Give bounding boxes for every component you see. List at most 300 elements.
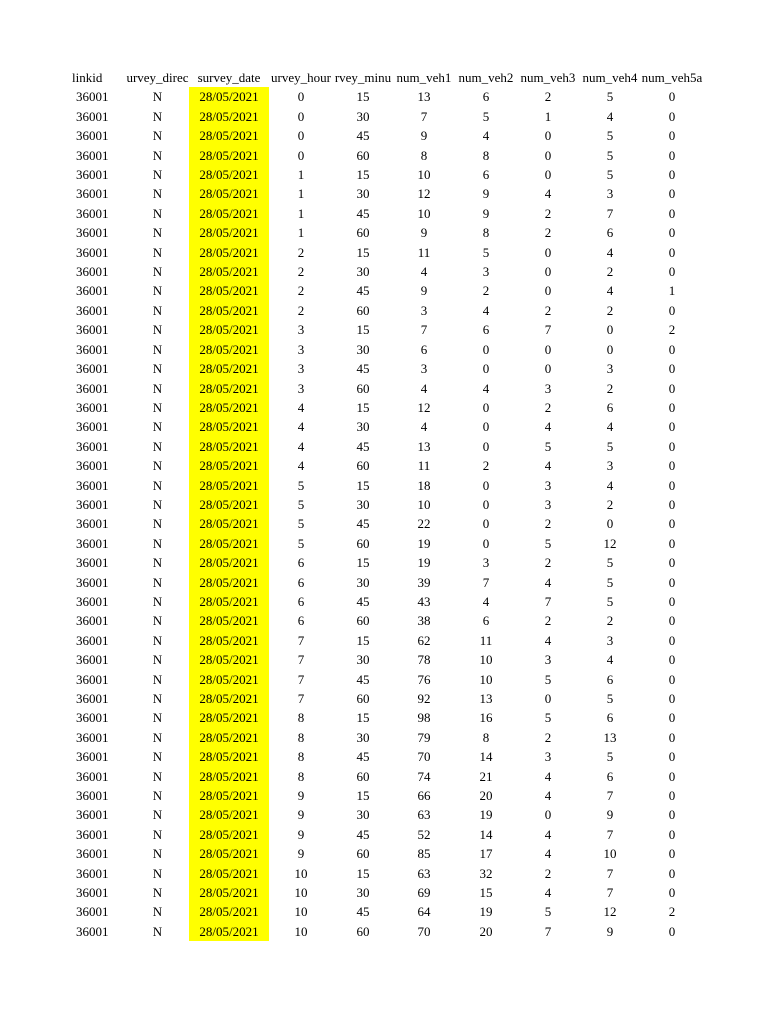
cell-survey-direction[interactable]: N (152, 225, 163, 241)
cell-num-veh2[interactable]: 10 (479, 652, 493, 668)
cell-num-veh2[interactable]: 5 (482, 244, 490, 260)
cell-survey-minute[interactable]: 45 (356, 749, 370, 765)
cell-num-veh3[interactable]: 2 (544, 613, 552, 629)
cell-num-veh1[interactable]: 43 (417, 593, 431, 609)
cell-survey-direction[interactable]: N (152, 691, 163, 706)
cell-survey-hour[interactable]: 10 (294, 923, 308, 939)
cell-num-veh2[interactable]: 0 (482, 496, 490, 512)
cell-linkid[interactable]: 36001 (76, 768, 109, 784)
cell-num-veh1[interactable]: 13 (417, 89, 431, 105)
cell-num-veh5a[interactable]: 0 (668, 846, 676, 862)
cell-num-veh1[interactable]: 98 (417, 710, 431, 726)
cell-survey-hour[interactable]: 9 (297, 788, 305, 804)
cell-linkid[interactable]: 36001 (76, 788, 109, 804)
cell-num-veh1[interactable]: 6 (420, 341, 428, 357)
cell-num-veh1[interactable]: 9 (420, 283, 428, 299)
cell-num-veh2[interactable]: 32 (479, 865, 493, 881)
cell-num-veh4[interactable]: 12 (603, 535, 617, 551)
cell-survey-date[interactable]: 28/05/2021 (189, 864, 269, 883)
cell-num-veh3[interactable]: 4 (544, 826, 552, 842)
cell-survey-date[interactable]: 28/05/2021 (189, 670, 269, 689)
cell-num-veh2[interactable]: 0 (482, 341, 490, 357)
cell-num-veh5a[interactable]: 0 (668, 108, 676, 124)
cell-linkid[interactable]: 36001 (76, 477, 109, 493)
cell-num-veh5a[interactable]: 0 (668, 923, 676, 939)
cell-num-veh4[interactable]: 5 (606, 438, 614, 454)
cell-survey-minute[interactable]: 15 (356, 632, 370, 648)
cell-num-veh4[interactable]: 6 (606, 710, 614, 726)
cell-num-veh3[interactable]: 3 (544, 380, 552, 396)
cell-linkid[interactable]: 36001 (76, 671, 109, 687)
cell-survey-date[interactable]: 28/05/2021 (189, 223, 269, 242)
cell-num-veh2[interactable]: 2 (482, 458, 490, 474)
cell-survey-direction[interactable]: N (152, 535, 163, 551)
cell-num-veh1[interactable]: 70 (417, 749, 431, 765)
cell-num-veh2[interactable]: 0 (482, 516, 490, 532)
cell-survey-date[interactable]: 28/05/2021 (189, 553, 269, 572)
cell-num-veh1[interactable]: 62 (417, 632, 431, 648)
cell-linkid[interactable]: 36001 (76, 419, 109, 435)
cell-num-veh2[interactable]: 15 (479, 885, 493, 901)
cell-num-veh1[interactable]: 76 (417, 671, 431, 687)
cell-num-veh2[interactable]: 2 (482, 283, 490, 299)
cell-num-veh2[interactable]: 8 (482, 729, 490, 745)
cell-survey-direction[interactable]: N (152, 885, 163, 901)
cell-num-veh4[interactable]: 0 (606, 322, 614, 338)
cell-linkid[interactable]: 36001 (76, 613, 109, 629)
cell-survey-minute[interactable]: 45 (356, 128, 370, 144)
cell-survey-minute[interactable]: 30 (356, 186, 370, 202)
cell-survey-direction[interactable]: N (152, 458, 163, 474)
cell-survey-date[interactable]: 28/05/2021 (189, 398, 269, 417)
cell-num-veh5a[interactable]: 0 (668, 147, 676, 163)
cell-survey-hour[interactable]: 4 (297, 458, 305, 474)
cell-num-veh1[interactable]: 7 (420, 108, 428, 124)
cell-num-veh4[interactable]: 6 (606, 671, 614, 687)
cell-survey-hour[interactable]: 10 (294, 885, 308, 901)
cell-survey-date[interactable]: 28/05/2021 (189, 87, 269, 106)
cell-num-veh1[interactable]: 18 (417, 477, 431, 493)
cell-survey-hour[interactable]: 3 (297, 361, 305, 377)
cell-num-veh5a[interactable]: 0 (668, 865, 676, 881)
cell-survey-minute[interactable]: 60 (356, 923, 370, 939)
cell-survey-date[interactable]: 28/05/2021 (189, 165, 269, 184)
cell-num-veh3[interactable]: 0 (544, 264, 552, 280)
cell-survey-hour[interactable]: 3 (297, 341, 305, 357)
cell-survey-minute[interactable]: 15 (356, 399, 370, 415)
cell-survey-date[interactable]: 28/05/2021 (189, 534, 269, 553)
cell-num-veh4[interactable]: 5 (606, 128, 614, 144)
cell-survey-minute[interactable]: 60 (356, 768, 370, 784)
cell-survey-minute[interactable]: 30 (356, 807, 370, 823)
column-header-num-veh1[interactable]: num_veh1 (396, 70, 452, 85)
cell-num-veh2[interactable]: 4 (482, 302, 490, 318)
cell-num-veh3[interactable]: 2 (544, 729, 552, 745)
cell-num-veh1[interactable]: 9 (420, 128, 428, 144)
cell-num-veh3[interactable]: 0 (544, 283, 552, 299)
cell-linkid[interactable]: 36001 (76, 380, 109, 396)
cell-num-veh1[interactable]: 4 (420, 380, 428, 396)
cell-survey-date[interactable]: 28/05/2021 (189, 204, 269, 223)
cell-linkid[interactable]: 36001 (76, 244, 109, 260)
cell-linkid[interactable]: 36001 (76, 885, 109, 901)
cell-num-veh4[interactable]: 7 (606, 885, 614, 901)
cell-linkid[interactable]: 36001 (76, 128, 109, 144)
cell-survey-direction[interactable]: N (152, 516, 163, 532)
cell-survey-date[interactable]: 28/05/2021 (189, 514, 269, 533)
cell-num-veh3[interactable]: 4 (544, 574, 552, 590)
cell-linkid[interactable]: 36001 (76, 361, 109, 377)
cell-num-veh5a[interactable]: 0 (668, 361, 676, 377)
cell-survey-minute[interactable]: 45 (356, 205, 370, 221)
cell-linkid[interactable]: 36001 (76, 652, 109, 668)
column-header-linkid[interactable]: linkid (72, 70, 103, 85)
cell-num-veh4[interactable]: 7 (606, 826, 614, 842)
cell-num-veh3[interactable]: 4 (544, 768, 552, 784)
cell-survey-date[interactable]: 28/05/2021 (189, 456, 269, 475)
cell-num-veh1[interactable]: 79 (417, 729, 431, 745)
cell-survey-hour[interactable]: 5 (297, 477, 305, 493)
cell-num-veh4[interactable]: 9 (606, 807, 614, 823)
cell-linkid[interactable]: 36001 (76, 807, 109, 823)
cell-num-veh2[interactable]: 3 (482, 555, 490, 571)
cell-num-veh1[interactable]: 74 (417, 768, 431, 784)
cell-num-veh1[interactable]: 10 (417, 496, 431, 512)
cell-num-veh1[interactable]: 78 (417, 652, 431, 668)
cell-linkid[interactable]: 36001 (76, 710, 109, 726)
cell-num-veh5a[interactable]: 0 (668, 167, 676, 183)
cell-linkid[interactable]: 36001 (76, 593, 109, 609)
cell-num-veh2[interactable]: 4 (482, 380, 490, 396)
cell-num-veh5a[interactable]: 1 (668, 283, 676, 299)
cell-survey-direction[interactable]: N (152, 788, 163, 804)
cell-num-veh4[interactable]: 2 (606, 302, 614, 318)
cell-num-veh4[interactable]: 3 (606, 361, 614, 377)
cell-linkid[interactable]: 36001 (76, 89, 109, 105)
cell-linkid[interactable]: 36001 (76, 923, 109, 939)
cell-num-veh4[interactable]: 4 (606, 244, 614, 260)
cell-survey-date[interactable]: 28/05/2021 (189, 747, 269, 766)
cell-survey-direction[interactable]: N (152, 904, 163, 920)
cell-num-veh4[interactable]: 3 (606, 632, 614, 648)
cell-num-veh3[interactable]: 4 (544, 458, 552, 474)
cell-num-veh4[interactable]: 2 (606, 380, 614, 396)
cell-num-veh3[interactable]: 3 (544, 477, 552, 493)
cell-survey-minute[interactable]: 30 (356, 574, 370, 590)
cell-num-veh5a[interactable]: 0 (668, 438, 676, 454)
cell-num-veh5a[interactable]: 0 (668, 691, 676, 706)
cell-num-veh1[interactable]: 10 (417, 205, 431, 221)
cell-num-veh5a[interactable]: 0 (668, 477, 676, 493)
cell-num-veh4[interactable]: 0 (606, 516, 614, 532)
cell-survey-date[interactable]: 28/05/2021 (189, 592, 269, 611)
cell-survey-date[interactable]: 28/05/2021 (189, 417, 269, 436)
cell-num-veh2[interactable]: 19 (479, 807, 493, 823)
cell-survey-hour[interactable]: 2 (297, 264, 305, 280)
cell-survey-minute[interactable]: 30 (356, 108, 370, 124)
cell-num-veh1[interactable]: 13 (417, 438, 431, 454)
cell-num-veh5a[interactable]: 0 (668, 458, 676, 474)
cell-num-veh5a[interactable]: 0 (668, 788, 676, 804)
cell-linkid[interactable]: 36001 (76, 555, 109, 571)
cell-num-veh3[interactable]: 2 (544, 205, 552, 221)
cell-survey-direction[interactable]: N (152, 128, 163, 144)
cell-num-veh2[interactable]: 14 (479, 826, 493, 842)
cell-num-veh1[interactable]: 9 (420, 225, 428, 241)
cell-survey-hour[interactable]: 9 (297, 846, 305, 862)
cell-survey-direction[interactable]: N (152, 749, 163, 765)
cell-survey-minute[interactable]: 15 (356, 244, 370, 260)
cell-num-veh4[interactable]: 6 (606, 225, 614, 241)
cell-num-veh1[interactable]: 10 (417, 167, 431, 183)
cell-survey-date[interactable]: 28/05/2021 (189, 611, 269, 630)
cell-num-veh2[interactable]: 4 (482, 128, 490, 144)
cell-num-veh3[interactable]: 2 (544, 302, 552, 318)
cell-linkid[interactable]: 36001 (76, 108, 109, 124)
cell-survey-direction[interactable]: N (152, 574, 163, 590)
cell-survey-date[interactable]: 28/05/2021 (189, 728, 269, 747)
cell-num-veh1[interactable]: 8 (420, 147, 428, 163)
cell-num-veh2[interactable]: 8 (482, 147, 490, 163)
cell-num-veh5a[interactable]: 0 (668, 613, 676, 629)
cell-survey-minute[interactable]: 30 (356, 341, 370, 357)
cell-num-veh3[interactable]: 7 (544, 322, 552, 338)
cell-survey-date[interactable]: 28/05/2021 (189, 922, 269, 941)
cell-survey-hour[interactable]: 5 (297, 496, 305, 512)
column-header-num-veh3[interactable]: num_veh3 (520, 70, 576, 85)
cell-num-veh1[interactable]: 66 (417, 788, 431, 804)
cell-survey-date[interactable]: 28/05/2021 (189, 340, 269, 359)
cell-num-veh2[interactable]: 0 (482, 361, 490, 377)
cell-survey-minute[interactable]: 45 (356, 671, 370, 687)
cell-linkid[interactable]: 36001 (76, 535, 109, 551)
cell-survey-minute[interactable]: 45 (356, 438, 370, 454)
cell-num-veh4[interactable]: 7 (606, 865, 614, 881)
cell-num-veh4[interactable]: 4 (606, 283, 614, 299)
cell-survey-hour[interactable]: 0 (297, 108, 305, 124)
cell-num-veh5a[interactable]: 0 (668, 885, 676, 901)
cell-num-veh5a[interactable]: 0 (668, 574, 676, 590)
cell-num-veh2[interactable]: 16 (479, 710, 493, 726)
cell-survey-direction[interactable]: N (152, 671, 163, 687)
cell-num-veh2[interactable]: 8 (482, 225, 490, 241)
cell-survey-hour[interactable]: 1 (297, 225, 305, 241)
cell-num-veh4[interactable]: 4 (606, 477, 614, 493)
cell-survey-direction[interactable]: N (152, 361, 163, 377)
cell-survey-date[interactable]: 28/05/2021 (189, 437, 269, 456)
cell-num-veh5a[interactable]: 0 (668, 225, 676, 241)
cell-num-veh4[interactable]: 4 (606, 419, 614, 435)
cell-linkid[interactable]: 36001 (76, 399, 109, 415)
cell-num-veh1[interactable]: 4 (420, 419, 428, 435)
cell-num-veh2[interactable]: 14 (479, 749, 493, 765)
cell-num-veh5a[interactable]: 0 (668, 419, 676, 435)
cell-num-veh3[interactable]: 2 (544, 516, 552, 532)
cell-survey-hour[interactable]: 7 (297, 652, 305, 668)
cell-num-veh1[interactable]: 3 (420, 361, 428, 377)
cell-num-veh4[interactable]: 5 (606, 749, 614, 765)
cell-num-veh3[interactable]: 0 (544, 341, 552, 357)
cell-num-veh3[interactable]: 1 (544, 108, 552, 124)
cell-num-veh1[interactable]: 11 (417, 458, 431, 474)
column-header-num-veh4[interactable]: num_veh4 (582, 70, 638, 85)
cell-num-veh1[interactable]: 38 (417, 613, 431, 629)
cell-num-veh1[interactable]: 19 (417, 555, 431, 571)
cell-num-veh3[interactable]: 0 (544, 167, 552, 183)
cell-survey-direction[interactable]: N (152, 923, 163, 939)
cell-survey-direction[interactable]: N (152, 555, 163, 571)
cell-num-veh5a[interactable]: 0 (668, 186, 676, 202)
cell-survey-hour[interactable]: 8 (297, 710, 305, 726)
cell-num-veh3[interactable]: 0 (544, 807, 552, 823)
column-header-survey-minute[interactable]: rvey_minu (334, 70, 392, 85)
cell-linkid[interactable]: 36001 (76, 574, 109, 590)
cell-num-veh3[interactable]: 5 (544, 671, 552, 687)
cell-num-veh4[interactable]: 5 (606, 89, 614, 105)
cell-num-veh2[interactable]: 6 (482, 89, 490, 105)
cell-num-veh4[interactable]: 7 (606, 205, 614, 221)
cell-survey-minute[interactable]: 60 (356, 535, 370, 551)
cell-survey-date[interactable]: 28/05/2021 (189, 825, 269, 844)
cell-survey-direction[interactable]: N (152, 729, 163, 745)
cell-num-veh1[interactable]: 92 (417, 691, 431, 706)
cell-num-veh1[interactable]: 12 (417, 186, 431, 202)
cell-num-veh1[interactable]: 63 (417, 865, 431, 881)
cell-num-veh5a[interactable]: 0 (668, 710, 676, 726)
cell-survey-hour[interactable]: 6 (297, 613, 305, 629)
cell-survey-hour[interactable]: 5 (297, 535, 305, 551)
cell-num-veh3[interactable]: 4 (544, 788, 552, 804)
cell-survey-date[interactable]: 28/05/2021 (189, 631, 269, 650)
cell-num-veh5a[interactable]: 0 (668, 341, 676, 357)
cell-num-veh4[interactable]: 4 (606, 108, 614, 124)
cell-survey-direction[interactable]: N (152, 846, 163, 862)
cell-survey-direction[interactable]: N (152, 399, 163, 415)
cell-survey-minute[interactable]: 45 (356, 361, 370, 377)
cell-survey-date[interactable]: 28/05/2021 (189, 689, 269, 708)
cell-num-veh5a[interactable]: 0 (668, 380, 676, 396)
cell-survey-date[interactable]: 28/05/2021 (189, 107, 269, 126)
cell-linkid[interactable]: 36001 (76, 691, 109, 706)
cell-linkid[interactable]: 36001 (76, 322, 109, 338)
cell-survey-hour[interactable]: 4 (297, 419, 305, 435)
cell-num-veh3[interactable]: 3 (544, 652, 552, 668)
cell-num-veh4[interactable]: 10 (603, 846, 617, 862)
column-header-survey-date[interactable]: survey_date (197, 70, 261, 85)
cell-num-veh3[interactable]: 0 (544, 361, 552, 377)
cell-survey-date[interactable]: 28/05/2021 (189, 184, 269, 203)
cell-survey-direction[interactable]: N (152, 768, 163, 784)
cell-num-veh1[interactable]: 4 (420, 264, 428, 280)
column-header-survey-hour[interactable]: urvey_hour (271, 70, 331, 85)
cell-survey-minute[interactable]: 60 (356, 613, 370, 629)
cell-survey-minute[interactable]: 30 (356, 496, 370, 512)
cell-num-veh4[interactable]: 5 (606, 147, 614, 163)
cell-num-veh2[interactable]: 6 (482, 613, 490, 629)
cell-survey-date[interactable]: 28/05/2021 (189, 379, 269, 398)
cell-num-veh4[interactable]: 5 (606, 593, 614, 609)
cell-num-veh4[interactable]: 13 (603, 729, 617, 745)
cell-num-veh3[interactable]: 0 (544, 128, 552, 144)
cell-survey-minute[interactable]: 30 (356, 729, 370, 745)
cell-num-veh3[interactable]: 4 (544, 419, 552, 435)
cell-num-veh3[interactable]: 5 (544, 438, 552, 454)
cell-num-veh1[interactable]: 70 (417, 923, 431, 939)
cell-survey-hour[interactable]: 3 (297, 380, 305, 396)
cell-num-veh5a[interactable]: 0 (668, 496, 676, 512)
cell-survey-hour[interactable]: 10 (294, 865, 308, 881)
cell-survey-direction[interactable]: N (152, 322, 163, 338)
cell-survey-hour[interactable]: 0 (297, 128, 305, 144)
cell-survey-minute[interactable]: 15 (356, 322, 370, 338)
cell-survey-direction[interactable]: N (152, 496, 163, 512)
cell-survey-hour[interactable]: 1 (297, 167, 305, 183)
column-header-num-veh2[interactable]: num_veh2 (458, 70, 514, 85)
cell-survey-hour[interactable]: 7 (297, 632, 305, 648)
cell-linkid[interactable]: 36001 (76, 496, 109, 512)
cell-num-veh1[interactable]: 63 (417, 807, 431, 823)
cell-num-veh4[interactable]: 5 (606, 555, 614, 571)
cell-survey-hour[interactable]: 4 (297, 438, 305, 454)
cell-num-veh5a[interactable]: 0 (668, 89, 676, 105)
cell-survey-direction[interactable]: N (152, 807, 163, 823)
cell-survey-hour[interactable]: 2 (297, 302, 305, 318)
cell-survey-direction[interactable]: N (152, 108, 163, 124)
cell-num-veh5a[interactable]: 0 (668, 399, 676, 415)
cell-survey-date[interactable]: 28/05/2021 (189, 281, 269, 300)
cell-survey-direction[interactable]: N (152, 167, 163, 183)
cell-survey-direction[interactable]: N (152, 652, 163, 668)
cell-survey-direction[interactable]: N (152, 613, 163, 629)
cell-survey-hour[interactable]: 7 (297, 691, 305, 706)
cell-num-veh5a[interactable]: 0 (668, 555, 676, 571)
cell-num-veh4[interactable]: 9 (606, 923, 614, 939)
cell-num-veh3[interactable]: 4 (544, 186, 552, 202)
cell-num-veh5a[interactable]: 0 (668, 632, 676, 648)
cell-survey-date[interactable]: 28/05/2021 (189, 767, 269, 786)
cell-survey-date[interactable]: 28/05/2021 (189, 883, 269, 902)
cell-num-veh1[interactable]: 64 (417, 904, 431, 920)
cell-num-veh2[interactable]: 5 (482, 108, 490, 124)
cell-num-veh2[interactable]: 0 (482, 477, 490, 493)
cell-num-veh5a[interactable]: 0 (668, 205, 676, 221)
cell-num-veh2[interactable]: 9 (482, 186, 490, 202)
cell-num-veh3[interactable]: 3 (544, 749, 552, 765)
cell-num-veh2[interactable]: 0 (482, 399, 490, 415)
cell-num-veh2[interactable]: 0 (482, 438, 490, 454)
cell-num-veh2[interactable]: 20 (479, 788, 493, 804)
cell-num-veh3[interactable]: 5 (544, 710, 552, 726)
cell-linkid[interactable]: 36001 (76, 283, 109, 299)
cell-num-veh2[interactable]: 4 (482, 593, 490, 609)
cell-survey-date[interactable]: 28/05/2021 (189, 844, 269, 863)
cell-num-veh5a[interactable]: 0 (668, 749, 676, 765)
cell-survey-minute[interactable]: 15 (356, 865, 370, 881)
cell-num-veh1[interactable]: 3 (420, 302, 428, 318)
column-header-survey-direction[interactable]: urvey_direc (126, 70, 189, 85)
cell-num-veh5a[interactable]: 0 (668, 516, 676, 532)
cell-num-veh4[interactable]: 3 (606, 186, 614, 202)
cell-survey-direction[interactable]: N (152, 865, 163, 881)
cell-num-veh5a[interactable]: 0 (668, 128, 676, 144)
cell-num-veh5a[interactable]: 0 (668, 768, 676, 784)
cell-num-veh1[interactable]: 22 (417, 516, 431, 532)
cell-num-veh5a[interactable]: 0 (668, 535, 676, 551)
cell-num-veh4[interactable]: 5 (606, 691, 614, 706)
cell-linkid[interactable]: 36001 (76, 167, 109, 183)
cell-survey-minute[interactable]: 60 (356, 147, 370, 163)
cell-survey-hour[interactable]: 2 (297, 283, 305, 299)
